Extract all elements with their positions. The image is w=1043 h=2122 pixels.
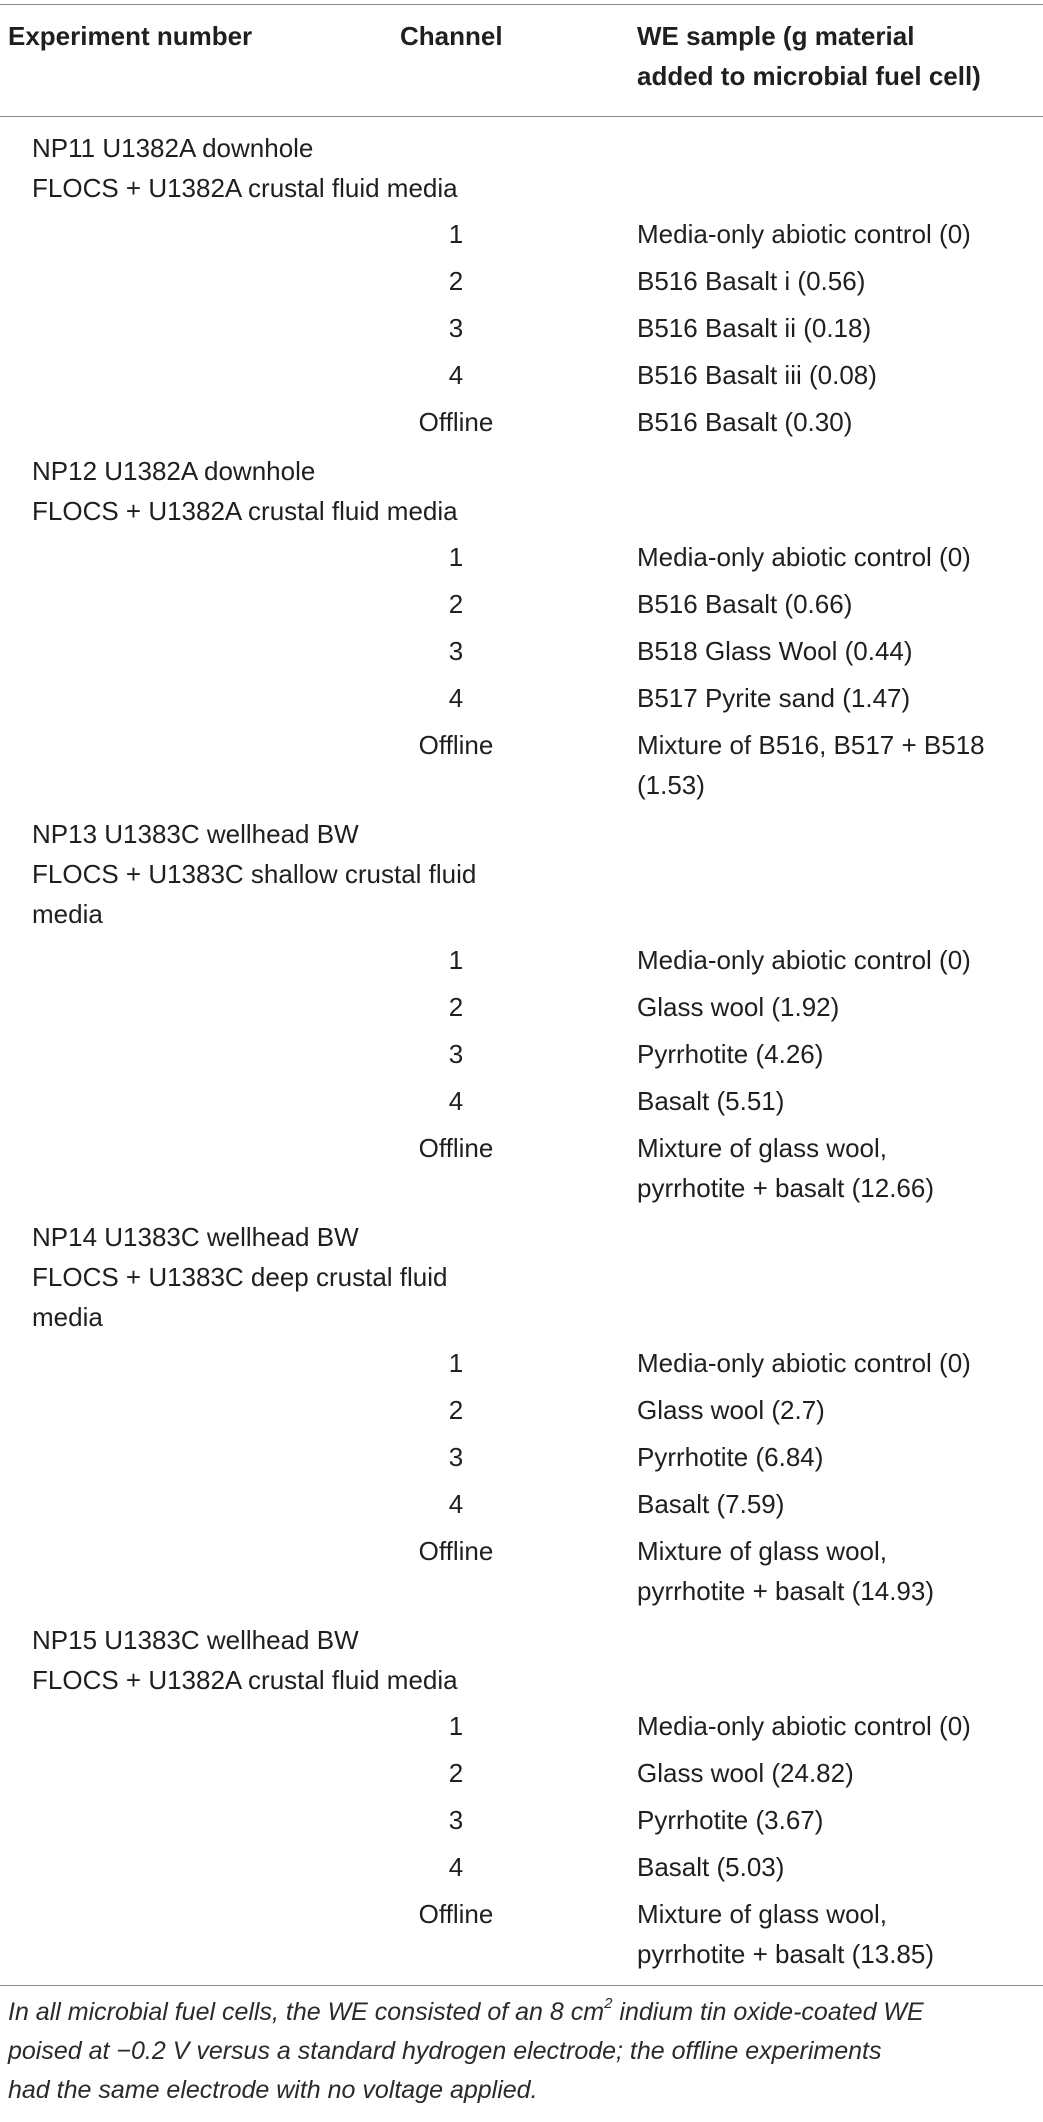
we-sample-cell: Media-only abiotic control (0) (637, 1711, 971, 1741)
experiment-title-line: FLOCS + U1382A crustal fluid media (32, 1665, 458, 1695)
we-sample-cell: Mixture of glass wool, (637, 1536, 887, 1566)
we-sample-cell: pyrrhotite + basalt (12.66) (637, 1173, 934, 1203)
superscript-2: 2 (604, 1994, 613, 2012)
channel-cell: 1 (448, 945, 464, 975)
channel-cell: 4 (448, 1852, 464, 1882)
channel-cell: 2 (448, 992, 464, 1022)
channel-cell: 1 (448, 542, 464, 572)
channel-cell: Offline (418, 1133, 494, 1163)
experiment-title-line: FLOCS + U1382A crustal fluid media (32, 173, 458, 203)
we-sample-cell: Pyrrhotite (3.67) (637, 1805, 824, 1835)
we-sample-cell: Mixture of B516, B517 + B518 (637, 730, 985, 760)
we-sample-cell: Glass wool (1.92) (637, 992, 840, 1022)
we-sample-cell: Media-only abiotic control (0) (637, 542, 971, 572)
header-we-sample-line2: added to microbial fuel cell) (637, 61, 981, 91)
experiment-title-line: NP11 U1382A downhole (32, 133, 314, 163)
channel-cell: Offline (418, 730, 494, 760)
we-sample-cell: Mixture of glass wool, (637, 1899, 887, 1929)
channel-cell: 3 (448, 1805, 464, 1835)
we-sample-cell: (1.53) (637, 770, 705, 800)
footnote-line-3: had the same electrode with no voltage applied. (8, 2076, 538, 2104)
table-footnote (8, 1993, 1038, 2110)
we-sample-cell: Media-only abiotic control (0) (637, 219, 971, 249)
channel-cell: 3 (448, 636, 464, 666)
we-sample-cell: B516 Basalt (0.30) (637, 407, 853, 437)
header-experiment-number: Experiment number (8, 21, 253, 51)
channel-cell: 4 (448, 1489, 464, 1519)
channel-cell: 4 (448, 683, 464, 713)
footnote-line-1: In all microbial fuel cells, the WE consisted of an 8 $cm^2$ indium tin oxide-coated WE (8, 1994, 924, 2026)
experiment-title-line: media (32, 1302, 103, 1332)
we-sample-cell: B516 Basalt iii (0.08) (637, 360, 877, 390)
footnote-line-2: poised at −0.2 V versus a standard hydrogen electrode; the offline experiments (8, 2037, 882, 2065)
we-sample-cell: B516 Basalt (0.66) (637, 589, 853, 619)
we-sample-cell: pyrrhotite + basalt (14.93) (637, 1576, 934, 1606)
bottom-rule (0, 1985, 1043, 1986)
we-sample-cell: Media-only abiotic control (0) (637, 945, 971, 975)
we-sample-cell: B516 Basalt ii (0.18) (637, 313, 872, 343)
we-sample-cell: Glass wool (24.82) (637, 1758, 854, 1788)
channel-cell: 4 (448, 1086, 464, 1116)
we-sample-cell: Basalt (5.03) (637, 1852, 785, 1882)
we-sample-cell: Glass wool (2.7) (637, 1395, 825, 1425)
we-sample-cell: B517 Pyrite sand (1.47) (637, 683, 911, 713)
channel-cell: 3 (448, 313, 464, 343)
experiment-title-line: FLOCS + U1383C shallow crustal fluid (32, 859, 477, 889)
channel-cell: Offline (418, 1536, 494, 1566)
experiment-title-line: FLOCS + U1383C deep crustal fluid (32, 1262, 448, 1292)
experiment-title-line: NP14 U1383C wellhead BW (32, 1222, 359, 1252)
we-sample-cell: B518 Glass Wool (0.44) (637, 636, 913, 666)
channel-cell: 1 (448, 219, 464, 249)
we-sample-cell: pyrrhotite + basalt (13.85) (637, 1939, 934, 1969)
experiment-title-line: media (32, 899, 103, 929)
experiment-title-line: FLOCS + U1382A crustal fluid media (32, 496, 458, 526)
we-sample-cell: Mixture of glass wool, (637, 1133, 887, 1163)
experiment-title-line: NP13 U1383C wellhead BW (32, 819, 359, 849)
we-sample-cell: B516 Basalt i (0.56) (637, 266, 866, 296)
we-sample-cell: Basalt (7.59) (637, 1489, 785, 1519)
header-channel: Channel (400, 21, 503, 51)
channel-cell: 1 (448, 1711, 464, 1741)
channel-cell: Offline (418, 1899, 494, 1929)
header-we-sample-line1: WE sample (g material (637, 21, 915, 51)
channel-cell: 4 (448, 360, 464, 390)
channel-cell: 2 (448, 589, 464, 619)
header-rule (0, 116, 1043, 117)
channel-cell: 2 (448, 1395, 464, 1425)
channel-cell: 2 (448, 266, 464, 296)
we-sample-cell: Pyrrhotite (6.84) (637, 1442, 824, 1472)
we-sample-cell: Basalt (5.51) (637, 1086, 785, 1116)
we-sample-cell: Pyrrhotite (4.26) (637, 1039, 824, 1069)
experiment-title-line: NP12 U1382A downhole (32, 456, 316, 486)
experiment-title-line: NP15 U1383C wellhead BW (32, 1625, 359, 1655)
channel-cell: 3 (448, 1039, 464, 1069)
channel-cell: 3 (448, 1442, 464, 1472)
channel-cell: Offline (418, 407, 494, 437)
channel-cell: 2 (448, 1758, 464, 1788)
we-sample-cell: Media-only abiotic control (0) (637, 1348, 971, 1378)
channel-cell: 1 (448, 1348, 464, 1378)
top-rule (0, 4, 1043, 5)
